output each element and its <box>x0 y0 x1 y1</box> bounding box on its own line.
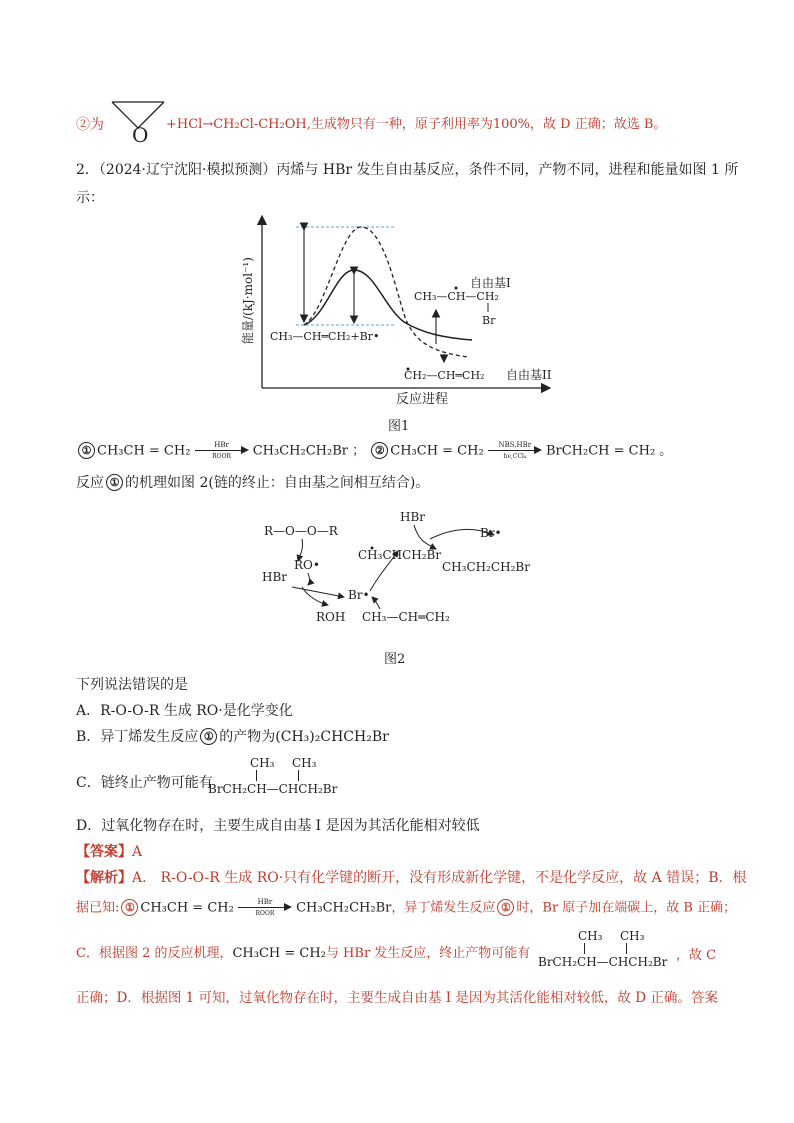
option-c: C．链终止产物可能有 <box>76 775 213 791</box>
br-radical: Br• <box>348 588 370 602</box>
epoxide-oxygen: O <box>132 123 149 147</box>
question-stem: 下列说法错误的是 <box>76 677 188 693</box>
reaction-1-product: CH₃CH₂CH₂Br ； <box>252 443 366 459</box>
radical-2-name: 自由基II <box>506 368 552 382</box>
analysis-label: 【解析】 <box>76 870 132 886</box>
ro-radical: RO• <box>294 558 320 572</box>
reaction-2-product: BrCH₂CH = CH₂ 。 <box>545 443 673 459</box>
reaction-2-marker: ② <box>371 442 388 459</box>
hbr-left: HBr <box>262 570 288 584</box>
epoxide-structure <box>108 98 168 148</box>
mechanism-intro: 反应 ① 的机理如图 2(链的终止：自由基之间相互结合)。 <box>76 475 430 491</box>
analysis-line3-suffix: ，故 C <box>676 948 717 963</box>
option-d: D．过氧化物存在时，主要生成自由基 I 是因为其活化能相对较低 <box>76 818 480 834</box>
option-b: B．异丁烯发生反应 ① 的产物为(CH₃)₂CHCH₂Br <box>76 729 389 745</box>
analysis-structure: CH₃ CH₃ BrCH₂CH—CHCH₂Br <box>538 929 668 969</box>
figure-2-mechanism <box>258 505 548 635</box>
question-line2: 示： <box>76 190 104 206</box>
radical-mid: CH₃CHCH₂Br <box>358 548 442 562</box>
option-marker: ② <box>76 117 90 133</box>
y-axis-label: 能量/(kJ·mol⁻¹) <box>241 257 255 344</box>
option-c-structure: CH₃ CH₃ BrCH₂CH—CHCH₂Br <box>208 756 338 796</box>
reaction-2-arrow: NBS,HBr hν,CCl₄ <box>488 441 542 461</box>
product: CH₃CH₂CH₂Br <box>442 560 530 574</box>
option-a: A．R-O-O-R 生成 RO·是化学变化 <box>76 703 293 719</box>
analysis-line4: 正确；D．根据图 1 可知，过氧化物存在时，主要生成自由基 I 是因为其活化能相对较低，故 D 正确。答案 <box>76 990 718 1006</box>
figure-1-caption: 图1 <box>388 419 410 434</box>
mechanism-marker: ① <box>106 474 123 491</box>
answer-label: 【答案】 <box>76 844 132 860</box>
reaction-1-marker: ① <box>78 442 95 459</box>
radical-1-name: 自由基I <box>470 276 511 290</box>
radical-1-formula: CH₃—CH—CH₂ <box>414 290 499 303</box>
br-radical-right: Br• <box>480 526 502 540</box>
top-line <box>76 115 104 135</box>
figure-2-caption: 图2 <box>384 652 406 667</box>
roh: ROH <box>316 610 346 624</box>
analysis-line2: 据已知: ① CH₃CH = CH₂ HBr ROOR CH₃CH₂CH₂Br，异丁烯发生反应 ① 时，Br 原子加在端碳上，故 B 正确； <box>76 898 737 917</box>
analysis-line1: 【解析】A． R-O-O-R 生成 RO·只有化学键的断开，没有形成新化学键，不是化学反应，故 A 错误；B．根 <box>76 870 747 886</box>
reactant-label: CH₃—CH═CH₂+Br• <box>270 330 380 343</box>
peroxide: R—O—O—R <box>264 524 338 538</box>
radical-1-br: Br <box>482 314 496 327</box>
reaction-1-reactant: CH₃CH = CH₂ <box>97 443 191 459</box>
radical-2-formula: CH₂—CH═CH₂ <box>404 369 485 382</box>
figure-1-energy-diagram <box>236 212 566 412</box>
reaction-1-arrow: HBr ROOR <box>195 441 249 461</box>
hbr-top: HBr <box>400 510 426 524</box>
propene: CH₃—CH═CH₂ <box>362 610 450 624</box>
reaction-equations <box>76 441 672 462</box>
top-line-prefix: 为 <box>90 117 104 133</box>
answer-value: A <box>132 844 143 860</box>
reaction-2-reactant: CH₃CH = CH₂ <box>390 443 484 459</box>
option-b-marker: ① <box>200 728 217 745</box>
analysis-line3: C．根据图 2 的反应机理，CH₃CH = CH₂与 HBr 发生反应，终止产物可能有 <box>76 946 531 961</box>
question-line1: 2．（2024·辽宁沈阳·模拟预测）丙烯与 HBr 发生自由基反应，条件不同，产物不同，进程和能量如图 1 所 <box>76 162 739 178</box>
top-line-rest: +HCl→CH₂Cl-CH₂OH,生成物只有一种，原子利用率为100%，故 D 正确；故选 B。 <box>166 117 667 132</box>
x-axis-label: 反应进程 <box>396 392 449 407</box>
answer-line <box>76 842 142 862</box>
